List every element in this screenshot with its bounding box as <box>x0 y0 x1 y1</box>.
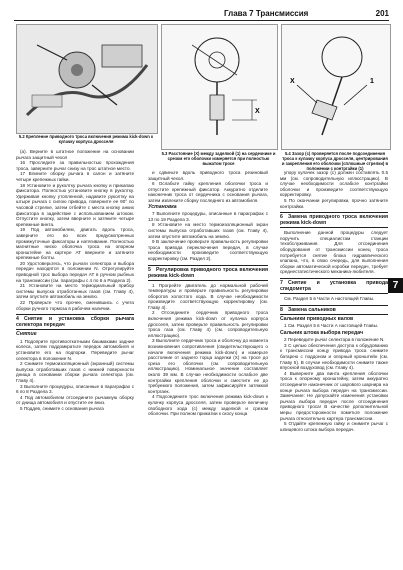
paragraph: Выполнение данной процедуры следует поручить специалистам станции техобслуживания. Для отсоединения оборудования от трансмиссии конец троса потребуется снятие блока гидравлического клапана, что, в свою очередь, для выполнения сборки автоматической коробки передач, требует среднестатистического механика-любителя. <box>280 230 388 275</box>
figure-cable-measurement <box>161 24 278 150</box>
paragraph: 4 Выверните два винта крепления оболочки троса к опорному кронштейну, затем аккуратно отсоедините наконечник от шарового шарнира на конце рычага выбора передач на трансмиссии. Замечание: Не допускайте изменения установки рычага выбора передач после отсоединения приводного троса! В качестве дополнительной меры предосторожности пометьте положение рычага относительно картера трансмиссии. <box>280 370 388 421</box>
paragraph: 4 Под автомобилем отсоедините рычажную оборку от днища автомобиля и опустите ее вниз. <box>16 394 134 406</box>
paragraph: 2 Переведите рычаг селектора в положение N. <box>284 337 385 343</box>
section-heading-8 <box>280 305 388 315</box>
paragraph: 8 Установите на место термоизоляционный экран системы выпуска отработавших газов (см. Главу 4), затем опустите автомобиль на землю. <box>148 222 268 239</box>
page-number: 201 <box>375 9 389 18</box>
subheading-selector-shaft-seal: Сальник штока выбора передач <box>280 329 364 336</box>
paragraph: 17 Влините оборку рычага в салон и затяните четыре крепежных гайки. <box>16 171 134 182</box>
paragraph: 16 Проследите за правильностью прохождения троса, заверните рычаг снизу на трос штатное место. <box>16 160 134 171</box>
paragraph: 6 Ослабьте гайку крепления оболочки троса и отпустите крепежный фиксатор. Аккуратно отделите наконечник троса от сердечника с основания рычага, затем извлеките сборку последнего из автомобиля. <box>148 181 268 203</box>
paragraph: 18 Установите и руколтку рычага кнопку и прикапаю фиксатора. Полностью установите кнопку в руколтку. Удерживая кнопку утопленной, надавите руколтку на штыре рычага с силою привода, поверните ее 90° по часовой стрелке, затем отбейте с места кнопку анких фиксатора в задействие с использованием штоком. Отпустите кнопку, затем вверните и затяните четыре крепежные винта. <box>16 182 134 227</box>
paragraph: 22 Проверьте что прочее, сменившись с учета сборки ручного тормоза в рабочем наличии. <box>16 300 134 311</box>
paragraph: 5 По окончании регулировки, прочно затяните контргайки. <box>280 197 388 209</box>
figure-2-x-label: X <box>255 108 260 115</box>
paragraph: 5 Отдайте крепежную гайку и снимите рычаг с шпицевого штока выбора передач. <box>280 421 388 432</box>
section-heading-4 <box>16 314 134 330</box>
paragraph: 1 См. Раздел 5 в Части А настоящей Главы. <box>284 323 379 329</box>
paragraph: и сдвиньте вдоль приводного троса резиновый защитный чехол. <box>148 170 268 181</box>
paragraph: 21 Установите на место термодиальный прибор системы выпуска отработанных газов (см. Главу 4), затем опустите автомобиль на землю. <box>16 283 134 300</box>
subheading-installation: Установка <box>148 203 177 210</box>
figure-3-x-label: X <box>290 78 295 85</box>
figure-throttle-cable-photo <box>16 24 158 134</box>
page-header <box>14 8 389 21</box>
paragraph: 9 В заключение проверьте правильность регулировки троса привода переключения передач, в случае необходимости произведите соответствующую корректировку (см. Раздел 2). <box>148 239 268 261</box>
paragraph: 4 Подсоедините трос включения режима kick-down к кулачку корпуса дросселя, затем проверьте величину свободного хода (c) между заделкой и срезом оболочки. При полном прижатии к скосу конца <box>148 394 268 417</box>
figure-1-caption: 5.2 Крепление приводного троса включения режима kick-down к кулачку корпуса дросселя <box>18 134 154 144</box>
chapter-side-tab: 7 <box>388 278 403 293</box>
chapter-title: Глава 7 Трансмиссия <box>224 9 309 18</box>
paragraph: 7 Выполните процедуры, описанные в параграфах с 13 по 19 Раздела 3. <box>148 211 268 222</box>
subheading-removal: Снятие <box>16 331 37 338</box>
figure-1-illustration <box>17 25 157 133</box>
paragraph: 19 Под автомобилем, двигать вдоль троса, заверните его во всех предусмотренных промежуточные фиксаторы и натягивание. Полностью магнитные ниско оболочка троса на опорном кронштейне на картере АТ вверните и затяните крепежные болты. <box>16 227 134 261</box>
paragraph: 3 Выполните процедуры, описанные в параграфах с 6 по 8 Раздела 3. <box>16 383 134 395</box>
section-heading-6 <box>280 212 388 228</box>
section-title: Замена сальников <box>288 306 336 313</box>
paragraph: 5 Поддев, снимите с основания рычага <box>20 405 104 411</box>
section-heading-7 <box>280 278 388 294</box>
section-title: Снятие и установка сборки рычага селектора передач <box>16 316 134 329</box>
paragraph: 1 Прогрейте двигатель до нормальной рабочей температуры и проверьте правильность регулировки оборотов холостого хода. В случае необходимости произведите соответствующую корректировку (см. Главу 4). <box>148 282 268 310</box>
section-title: Снятие и установка привода спидометра <box>280 279 388 292</box>
section-title: Регулировка приводного троса включения режима kick-down <box>148 266 268 279</box>
subheading-drive-shaft-seals: Сальники приводных валов <box>280 315 354 322</box>
paragraph: 3 С целью обеспечения доступа к обрудованию к трансмиссии концу привода троса снимите батарею с поддоном и опорный кронштейн (см. Главу 5). В случае необходимости снимите также впускной воздуховод (см. Главу 4). <box>280 342 388 371</box>
section-number: 7 <box>280 279 283 286</box>
section-number: 8 <box>280 306 283 313</box>
section-number: 5 <box>148 266 151 273</box>
figure-3-illustration <box>282 25 390 149</box>
paragraph: 2 Отсоедините сердечник приводного троса включения режима kick-down от кулачка корпуса дросселя, затем проверьте правильность регулировки троса газа (см. Главу 4) (см. сопроводительную иллюстрацию). <box>148 310 268 338</box>
figure-cable-gap <box>281 24 391 150</box>
paragraph: упору кулачек зазор (c) должен составлять 0.5 мм (см. сопроводительную иллюстрацию). В случае необходимости ослабьте контргайки оболочки и произведите соответствующую корректировку. <box>280 170 388 198</box>
section-heading-5 <box>148 265 268 281</box>
figure-2-illustration <box>162 25 277 149</box>
paragraph: 3 Выполните сердечник троса и оболочку до момента возникновения сопротивления (свидетельствующего о начале включения режима kick-down) и измерьте расстояние от заднего торца заделки (X) на тросе до среза его оболочки (см. сопроводительную иллюстрацию). Номинальное значение составляет около 39 мм. В случае необходимости ослабьте две контргайки крепления оболочки и сместите ее до требуемого положения, затем зафиксируйте затяжкой контргаек. <box>148 338 268 394</box>
figure-2-caption: 5.3 Расстояние (X) между заделкой (1) на сердечнике и срезом его оболочки измеряется при полностью выжатом тросе <box>161 151 276 166</box>
text-column-3 <box>280 170 388 432</box>
section-number: 4 <box>16 316 19 323</box>
figure-3-one-label: 1 <box>370 78 374 85</box>
paragraph: (а). Верните в штатное положение на основании рычага защитный чехол <box>16 149 134 160</box>
section-number: 6 <box>280 214 283 221</box>
paragraph: См. Раздел 5 в Части А настоящей Главы. <box>284 295 375 301</box>
paragraph: 1 Подоприте противооткатными башмаками задние колеса, затем поддомкратьте передок автомобиля и установите его на подпорки. Переведите рычаг селектора в положение N. <box>16 338 134 361</box>
figure-3-caption: 5.4 Зазор (c) проверяется после подсоединения троса к кулачку корпуса дросселя, центрирования и закрепления его оболочки (сплошные стрелки) в положении с контргайки (1) <box>281 151 389 171</box>
text-column-2 <box>148 170 268 417</box>
paragraph: 20 Удостоверьтесь, что рычаги селектора и выбора передач находятся в положении N. Отрегулируйте приводной трос выбора передач АТ в ручном рыбных на трансмиссии (см. параграфы с 4 по 6 а Раздела 2). <box>16 260 134 283</box>
paragraph: 2 Снимите термоизоляционный (экранный) системы выпуска отработавших газов с нижней поверхности днища в основании сборки рычага селектора (см. Главу 4). <box>16 361 134 383</box>
text-column-1 <box>16 149 134 412</box>
section-title: Замена приводного троса включения режима kick-down <box>280 214 388 227</box>
